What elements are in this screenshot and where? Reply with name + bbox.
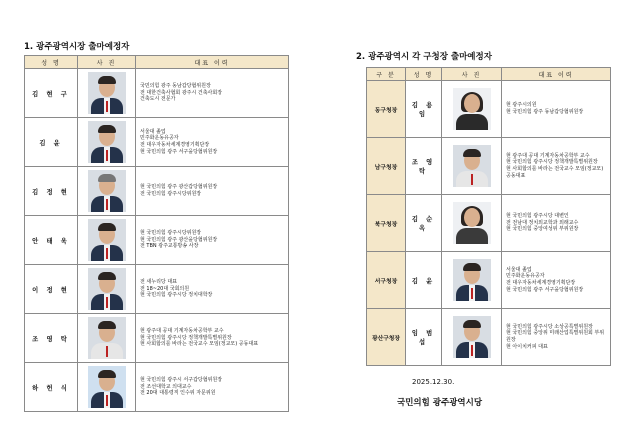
career-line: 현 광주시의원 bbox=[506, 102, 537, 109]
header-photo: 사 진 bbox=[442, 68, 502, 81]
career-line: 현 국민의힘 광주 서구을당협위원장 bbox=[506, 286, 584, 293]
header-career: 대표 이력 bbox=[136, 56, 289, 69]
header-role: 구 분 bbox=[367, 68, 406, 81]
career-line: 현 국민의힘 광주시당 소상공특별위원장 bbox=[506, 323, 593, 330]
candidate-name: 안 태 욱 bbox=[25, 216, 78, 265]
table-row bbox=[25, 69, 289, 118]
candidate-name: 임 범 섭 bbox=[406, 309, 442, 366]
candidate-photo bbox=[88, 219, 126, 261]
candidate-photo-cell bbox=[442, 309, 502, 366]
candidate-photo-cell bbox=[442, 81, 502, 138]
candidate-photo bbox=[453, 259, 491, 301]
career-line: 전 국민의힘 광주시당위원장 bbox=[140, 191, 202, 197]
career-line: 전 새누리당 대표 bbox=[140, 279, 177, 286]
table-row bbox=[25, 118, 289, 167]
table-row bbox=[367, 195, 611, 252]
candidate-photo bbox=[88, 121, 126, 163]
candidate-photo bbox=[453, 88, 491, 130]
candidate-photo bbox=[453, 145, 491, 187]
career-line: 현 국민의힘 광주 동남갑당협위원장 bbox=[506, 109, 584, 115]
career-line: 국민의힘 광주 동남갑당협위원장 bbox=[140, 83, 211, 90]
career-line: 서울대 졸업 bbox=[506, 266, 532, 273]
candidate-photo-cell bbox=[78, 265, 136, 314]
table-row bbox=[367, 309, 611, 366]
district-role: 남구청장 bbox=[367, 138, 406, 195]
candidate-career bbox=[502, 195, 611, 252]
candidate-career bbox=[136, 363, 289, 412]
career-line: 현 사회합의를 바라는 전국교수 모임(정교모) 공동대표 bbox=[506, 166, 604, 179]
district-role: 서구청장 bbox=[367, 252, 406, 309]
candidate-career bbox=[136, 167, 289, 216]
header-career: 대표 이력 bbox=[502, 68, 611, 81]
candidate-photo-cell bbox=[442, 195, 502, 252]
career-line: 전 대한건축사협회 광주시 건축사회장 bbox=[140, 89, 223, 96]
career-line: 현 국민의힘 광주시당 대변인 bbox=[506, 213, 569, 220]
district-role: 광산구청장 bbox=[367, 309, 406, 366]
left-section-title: 1. 광주광역시장 출마예정자 bbox=[24, 42, 130, 52]
candidate-name: 김 정 현 bbox=[25, 167, 78, 216]
candidate-name: 이 정 현 bbox=[25, 265, 78, 314]
table-row bbox=[25, 363, 289, 412]
career-line: 전 전남대 정치외교학과 외래교수 bbox=[506, 219, 579, 226]
career-line: 현 국민의힘 광주시 서구갑당협위원장 bbox=[140, 377, 223, 384]
table-row bbox=[367, 252, 611, 309]
candidate-photo bbox=[88, 72, 126, 114]
candidate-photo-cell bbox=[78, 118, 136, 167]
candidate-career bbox=[136, 69, 289, 118]
career-line: 전 18~20대 국회의원 bbox=[140, 285, 190, 292]
candidate-photo bbox=[88, 317, 126, 359]
candidate-name: 김 용 임 bbox=[406, 81, 442, 138]
career-line: 현 국민의힘 광주 광산갑당협위원장 bbox=[140, 184, 218, 191]
candidate-name: 김 윤 bbox=[406, 252, 442, 309]
table-row bbox=[25, 265, 289, 314]
career-line: 민주화운동유공자 bbox=[140, 135, 179, 142]
career-line: 민주화운동유공자 bbox=[506, 273, 545, 280]
career-line: 전 대우자동차세계경영기획단장 bbox=[506, 280, 576, 286]
candidate-career bbox=[502, 138, 611, 195]
candidate-photo-cell bbox=[442, 138, 502, 195]
candidate-photo bbox=[453, 202, 491, 244]
career-line: 현 국민의힘 중앙위 미래산업특별위원회 부위원장 bbox=[506, 330, 605, 343]
table-row bbox=[25, 216, 289, 265]
career-line: 현 광주대 공대 기계자동차공학부 교수 bbox=[506, 152, 590, 159]
table-row bbox=[367, 81, 611, 138]
career-line: 현 국민의힘 광주시당 정치대학장 bbox=[140, 292, 213, 299]
right-section-title: 2. 광주광역시 각 구청장 출마예정자 bbox=[356, 52, 492, 62]
career-line: 서울대 졸업 bbox=[140, 128, 166, 135]
candidate-photo-cell bbox=[78, 363, 136, 412]
career-line: 현 국민의힘 광주시당 정책개발특별위원장 bbox=[506, 159, 598, 166]
table-row bbox=[25, 167, 289, 216]
candidate-photo bbox=[88, 366, 126, 408]
career-line: 현 국민의힘 중앙여성위 부위원장 bbox=[506, 226, 579, 233]
career-line: 현 사회합의를 바라는 전국교수 모임(정교모) 공동대표 bbox=[140, 341, 259, 348]
candidate-photo-cell bbox=[442, 252, 502, 309]
career-line: 전 TBN 광주교통방송 사장 bbox=[140, 243, 199, 250]
candidate-career bbox=[502, 252, 611, 309]
signature-organization: 국민의힘 광주광역시당 bbox=[397, 398, 483, 408]
candidate-photo-cell bbox=[78, 69, 136, 118]
candidate-name: 김 윤 bbox=[25, 118, 78, 167]
candidate-career bbox=[136, 314, 289, 363]
career-line: 현 국민의힘 광주 서구을당협위원장 bbox=[140, 148, 218, 155]
candidate-name: 조 영 탁 bbox=[25, 314, 78, 363]
candidate-career bbox=[136, 216, 289, 265]
career-line: 현 아이치커피 대표 bbox=[506, 343, 548, 350]
header-row bbox=[25, 56, 289, 69]
document-date: 2025.12.30. bbox=[412, 378, 455, 386]
candidate-name: 김 순 옥 bbox=[406, 195, 442, 252]
header-name: 성 명 bbox=[406, 68, 442, 81]
candidate-photo bbox=[88, 268, 126, 310]
career-line: 건축도시 전문가 bbox=[140, 96, 176, 103]
table-row bbox=[25, 314, 289, 363]
career-line: 전 대우자동차세계경영기획단장 bbox=[140, 142, 210, 148]
candidate-name: 조 영 탁 bbox=[406, 138, 442, 195]
candidate-name: 김 현 구 bbox=[25, 69, 78, 118]
district-role: 동구청장 bbox=[367, 81, 406, 138]
district-role: 북구청장 bbox=[367, 195, 406, 252]
header-name: 성 명 bbox=[25, 56, 78, 69]
candidate-career bbox=[502, 309, 611, 366]
candidate-photo-cell bbox=[78, 314, 136, 363]
candidate-photo-cell bbox=[78, 167, 136, 216]
candidate-career bbox=[136, 265, 289, 314]
career-line: 전 조선대학교 의대교수 bbox=[140, 383, 192, 390]
table-row bbox=[367, 138, 611, 195]
candidate-career bbox=[502, 81, 611, 138]
candidate-photo bbox=[88, 170, 126, 212]
career-line: 현 국민의힘 광주시당 정책개발특별위원장 bbox=[140, 334, 232, 341]
candidate-photo bbox=[453, 316, 491, 358]
candidate-career bbox=[136, 118, 289, 167]
district-candidates-table bbox=[366, 67, 611, 366]
candidate-photo-cell bbox=[78, 216, 136, 265]
career-line: 현 국민의힘 광주시당위원장 bbox=[140, 230, 202, 237]
career-line: 현 국민의힘 광주 광산을당협위원장 bbox=[140, 236, 218, 243]
header-row bbox=[367, 68, 611, 81]
career-line: 현 광주대 공대 기계자동차공학부 교수 bbox=[140, 328, 224, 335]
header-photo: 사 진 bbox=[78, 56, 136, 69]
mayor-candidates-table bbox=[24, 55, 289, 412]
candidate-name: 하 헌 식 bbox=[25, 363, 78, 412]
career-line: 전 20대 대통령직 인수위 자문위원 bbox=[140, 390, 216, 397]
